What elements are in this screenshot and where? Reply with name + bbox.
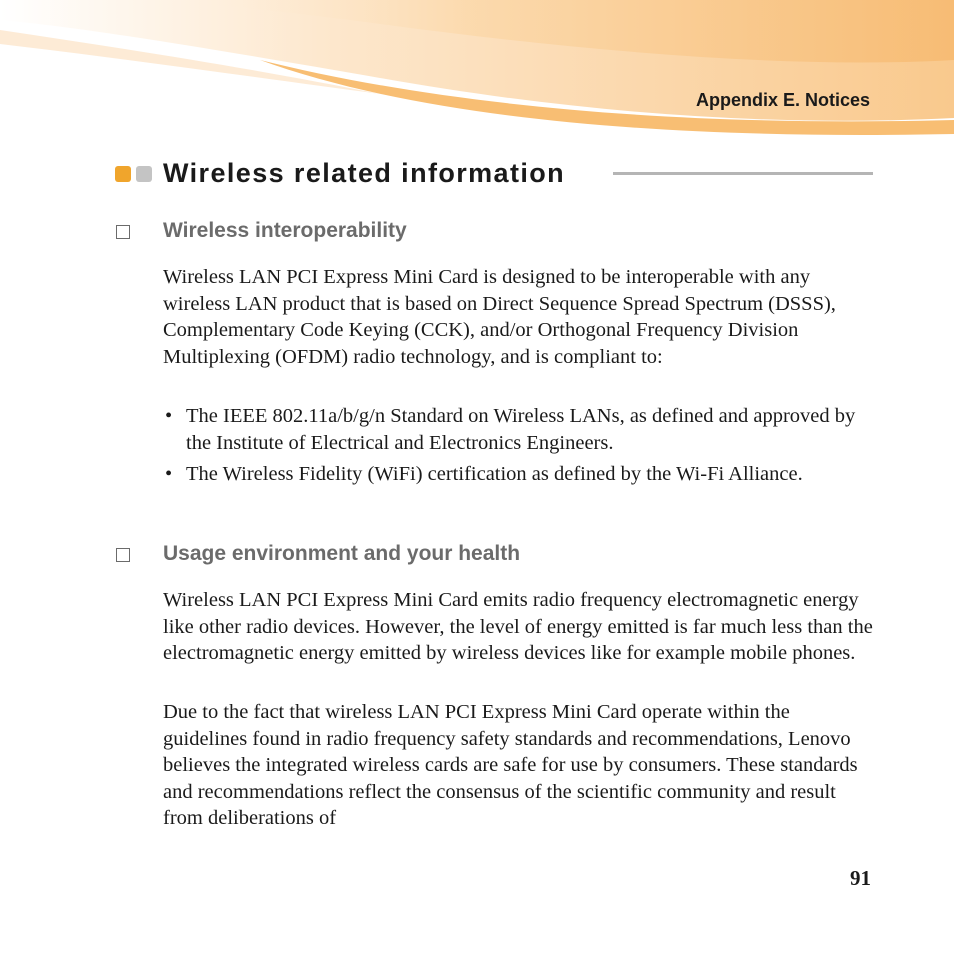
square-bullet-icon — [116, 548, 130, 562]
subsection-heading-interoperability: Wireless interoperability — [163, 219, 407, 242]
section-heading — [115, 156, 875, 192]
bullet-dot-icon: • — [165, 463, 173, 485]
chapter-title: Appendix E. Notices — [695, 90, 870, 110]
list-item-text: The IEEE 802.11a/b/g/n Standard on Wireless LANs, as defined and approved by the Institute of Electrical and Electronics Engineers. — [186, 405, 856, 454]
list-item — [163, 403, 873, 456]
grey-square-icon — [136, 166, 152, 182]
orange-square-icon — [115, 166, 131, 182]
section-title: Wireless related information — [163, 158, 566, 188]
page-number: 91 — [850, 866, 871, 890]
heading-rule — [613, 172, 873, 175]
bullet-dot-icon: • — [165, 405, 173, 427]
paragraph: Wireless LAN PCI Express Mini Card is designed to be interoperable with any wireless LAN product that is based on Direct Sequence Spread Spectrum (DSSS), Complementary Code Keying (CCK), and/or Orthogonal Frequency Division Multiplexing (OFDM) radio technology, and is compliant to: — [163, 266, 836, 368]
square-bullet-icon — [116, 225, 130, 239]
paragraph: Wireless LAN PCI Express Mini Card emits radio frequency electromagnetic energy like other radio devices. However, the level of energy emitted is far much less than the electromagnetic energy emitted by wireless devices like for example mobile phones. — [163, 589, 873, 665]
header-banner — [0, 0, 954, 140]
list-item — [163, 461, 873, 488]
paragraph: Due to the fact that wireless LAN PCI Express Mini Card operate within the guidelines found in radio frequency safety standards and recommendations, Lenovo believes the integrated wireless cards are safe for use by consumers. These standards and recommendations reflect the consensus of the scientific community and result from deliberations of — [163, 701, 858, 830]
list-item-text: The Wireless Fidelity (WiFi) certification as defined by the Wi-Fi Alliance. — [186, 463, 803, 485]
subsection-heading-health: Usage environment and your health — [163, 542, 521, 565]
